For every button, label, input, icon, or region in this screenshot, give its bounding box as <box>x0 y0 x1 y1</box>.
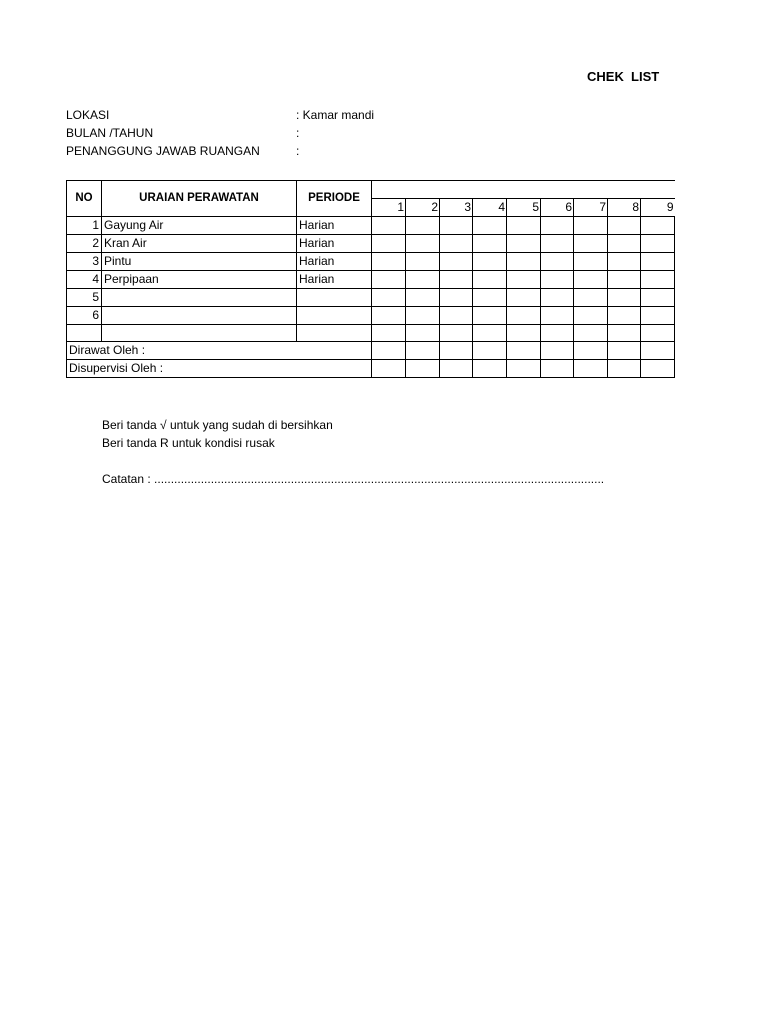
signature-cell <box>372 360 406 378</box>
header-uraian: URAIAN PERAWATAN <box>102 181 297 217</box>
row-uraian: Perpipaan <box>102 271 297 289</box>
day-number-cell: 7 <box>574 199 608 217</box>
day-checkbox-cell <box>372 217 406 235</box>
day-checkbox-cell <box>440 253 473 271</box>
footer-row <box>67 360 675 378</box>
document-title: CHEK LIST <box>587 69 660 84</box>
meta-label-penanggung-jawab: PENANGGUNG JAWAB RUANGAN <box>66 144 260 158</box>
signature-cell <box>507 360 541 378</box>
day-number-cell: 6 <box>541 199 574 217</box>
row-number: 2 <box>67 235 102 253</box>
day-checkbox-cell <box>574 217 608 235</box>
row-uraian: Gayung Air <box>102 217 297 235</box>
row-periode: Harian <box>297 235 372 253</box>
signature-cell <box>641 342 675 360</box>
day-checkbox-cell <box>541 325 574 342</box>
day-checkbox-cell <box>541 271 574 289</box>
day-checkbox-cell <box>406 289 440 307</box>
note-checkmark: Beri tanda √ untuk yang sudah di bersihkan <box>102 418 333 432</box>
day-checkbox-cell <box>440 271 473 289</box>
day-checkbox-cell <box>440 235 473 253</box>
table-row <box>67 325 675 342</box>
day-checkbox-cell <box>541 217 574 235</box>
day-checkbox-cell <box>641 253 675 271</box>
day-number-cell: 8 <box>608 199 641 217</box>
day-checkbox-cell <box>406 325 440 342</box>
day-checkbox-cell <box>641 217 675 235</box>
day-checkbox-cell <box>440 307 473 325</box>
day-checkbox-cell <box>406 235 440 253</box>
day-checkbox-cell <box>473 289 507 307</box>
signature-cell <box>507 342 541 360</box>
day-checkbox-cell <box>574 253 608 271</box>
day-checkbox-cell <box>406 271 440 289</box>
signature-cell <box>541 342 574 360</box>
table-row <box>67 289 675 307</box>
signature-cell <box>473 342 507 360</box>
day-checkbox-cell <box>608 217 641 235</box>
day-checkbox-cell <box>473 271 507 289</box>
row-periode: Harian <box>297 217 372 235</box>
day-checkbox-cell <box>641 325 675 342</box>
day-number-cell: 2 <box>406 199 440 217</box>
day-checkbox-cell <box>372 289 406 307</box>
row-number: 4 <box>67 271 102 289</box>
table-row <box>67 253 675 271</box>
day-checkbox-cell <box>406 253 440 271</box>
day-checkbox-cell <box>406 307 440 325</box>
day-checkbox-cell <box>406 217 440 235</box>
row-number <box>67 325 102 342</box>
day-checkbox-cell <box>641 307 675 325</box>
signature-cell <box>641 360 675 378</box>
day-checkbox-cell <box>574 271 608 289</box>
day-checkbox-cell <box>641 235 675 253</box>
meta-value-lokasi: : Kamar mandi <box>296 108 375 122</box>
signature-cell <box>541 360 574 378</box>
day-number-cell: 3 <box>440 199 473 217</box>
table-row <box>67 271 675 289</box>
table-row <box>67 307 675 325</box>
day-checkbox-cell <box>507 235 541 253</box>
day-checkbox-cell <box>473 235 507 253</box>
day-checkbox-cell <box>541 289 574 307</box>
day-checkbox-cell <box>473 253 507 271</box>
day-checkbox-cell <box>372 235 406 253</box>
disupervisi-oleh-label: Disupervisi Oleh : <box>67 360 372 378</box>
day-number-cell: 9 <box>641 199 675 217</box>
table-row <box>67 235 675 253</box>
row-number: 5 <box>67 289 102 307</box>
signature-cell <box>574 360 608 378</box>
signature-cell <box>574 342 608 360</box>
note-rusak: Beri tanda R untuk kondisi rusak <box>102 436 275 450</box>
meta-label-lokasi: LOKASI <box>66 108 110 122</box>
row-uraian: Pintu <box>102 253 297 271</box>
day-header-band <box>372 181 675 199</box>
day-number-cell: 4 <box>473 199 507 217</box>
day-checkbox-cell <box>473 325 507 342</box>
row-periode: Harian <box>297 271 372 289</box>
header-periode: PERIODE <box>297 181 372 217</box>
day-checkbox-cell <box>608 253 641 271</box>
signature-cell <box>440 342 473 360</box>
footer-row <box>67 342 675 360</box>
dirawat-oleh-label: Dirawat Oleh : <box>67 342 372 360</box>
day-checkbox-cell <box>473 307 507 325</box>
day-checkbox-cell <box>541 307 574 325</box>
day-checkbox-cell <box>507 307 541 325</box>
row-uraian <box>102 307 297 325</box>
row-periode <box>297 307 372 325</box>
row-uraian: Kran Air <box>102 235 297 253</box>
row-periode: Harian <box>297 253 372 271</box>
day-checkbox-cell <box>608 271 641 289</box>
meta-value-bulan-tahun: : <box>296 126 300 140</box>
checklist-table <box>66 180 675 378</box>
day-checkbox-cell <box>507 325 541 342</box>
day-checkbox-cell <box>507 217 541 235</box>
day-number-cell: 5 <box>507 199 541 217</box>
day-checkbox-cell <box>574 289 608 307</box>
meta-value-penanggung-jawab: : <box>296 144 300 158</box>
day-checkbox-cell <box>507 271 541 289</box>
day-checkbox-cell <box>507 253 541 271</box>
day-checkbox-cell <box>608 325 641 342</box>
day-checkbox-cell <box>507 289 541 307</box>
day-checkbox-cell <box>574 325 608 342</box>
day-checkbox-cell <box>541 253 574 271</box>
signature-cell <box>440 360 473 378</box>
row-number: 1 <box>67 217 102 235</box>
day-checkbox-cell <box>541 235 574 253</box>
row-uraian <box>102 289 297 307</box>
day-checkbox-cell <box>440 289 473 307</box>
day-checkbox-cell <box>641 271 675 289</box>
day-checkbox-cell <box>372 325 406 342</box>
row-periode <box>297 325 372 342</box>
day-number-cell: 1 <box>372 199 406 217</box>
day-checkbox-cell <box>608 307 641 325</box>
day-checkbox-cell <box>372 253 406 271</box>
meta-label-bulan-tahun: BULAN /TAHUN <box>66 126 154 140</box>
signature-cell <box>608 342 641 360</box>
table-header-row <box>67 181 675 199</box>
day-checkbox-cell <box>372 271 406 289</box>
row-uraian <box>102 325 297 342</box>
header-no: NO <box>67 181 102 217</box>
day-checkbox-cell <box>574 235 608 253</box>
row-periode <box>297 289 372 307</box>
table-row <box>67 217 675 235</box>
day-checkbox-cell <box>574 307 608 325</box>
catatan-line: Catatan : ....................................................................................................................................... <box>102 472 605 486</box>
day-checkbox-cell <box>440 217 473 235</box>
signature-cell <box>473 360 507 378</box>
day-checkbox-cell <box>440 325 473 342</box>
day-checkbox-cell <box>473 217 507 235</box>
day-checkbox-cell <box>608 289 641 307</box>
row-number: 3 <box>67 253 102 271</box>
day-checkbox-cell <box>641 289 675 307</box>
row-number: 6 <box>67 307 102 325</box>
signature-cell <box>406 360 440 378</box>
day-checkbox-cell <box>372 307 406 325</box>
day-checkbox-cell <box>608 235 641 253</box>
signature-cell <box>608 360 641 378</box>
signature-cell <box>372 342 406 360</box>
signature-cell <box>406 342 440 360</box>
